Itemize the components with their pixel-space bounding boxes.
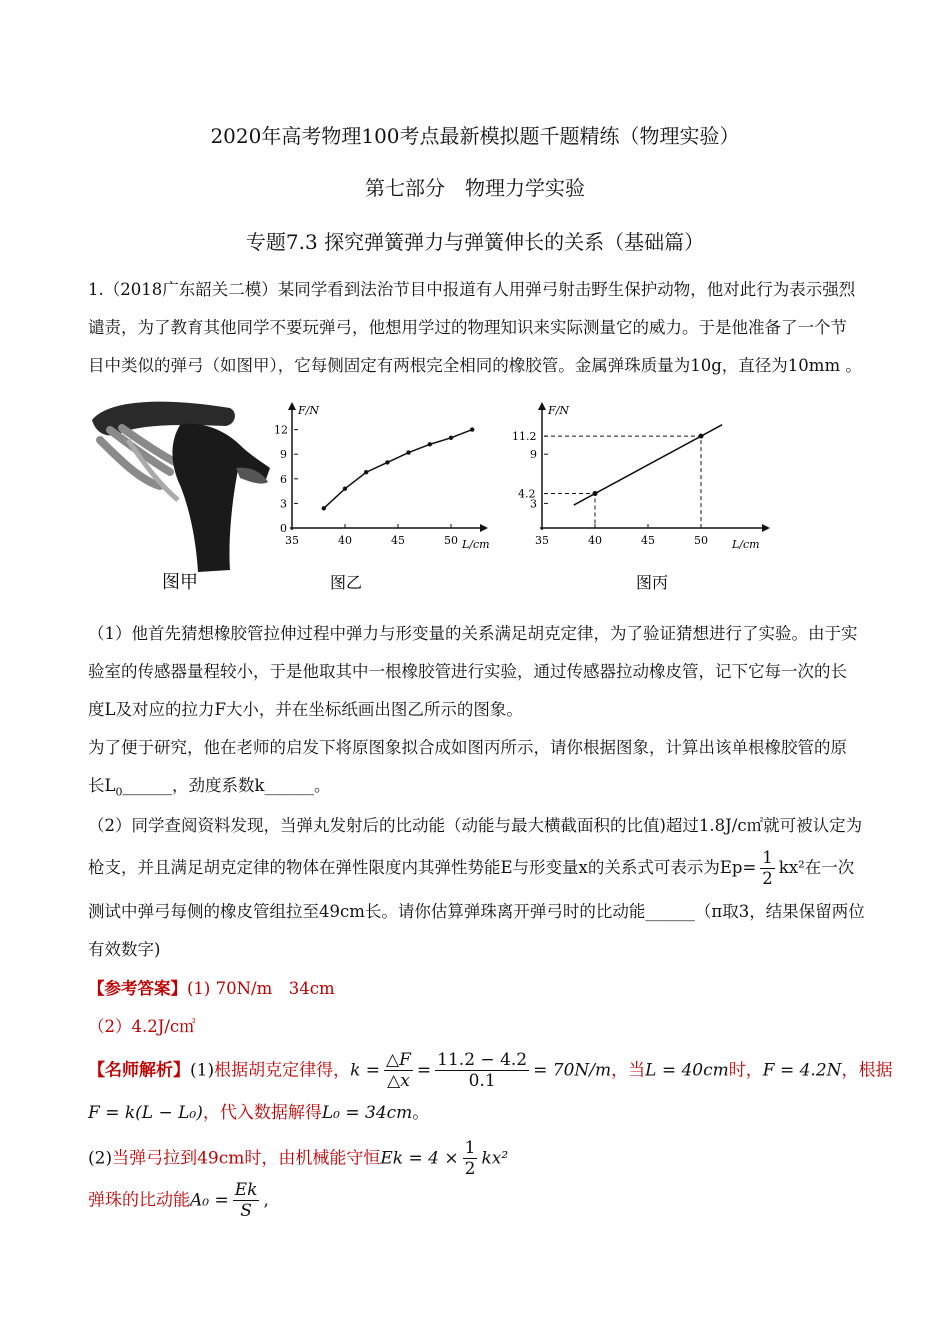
- analysis-hooke: 根据胡克定律得，: [214, 1060, 351, 1081]
- part-heading: 第七部分 物理力学实验: [365, 176, 585, 200]
- analysis-line-2: [88, 1098, 429, 1123]
- yi-y-tick-label: 3: [280, 497, 287, 511]
- ek-frac-den: 2: [464, 1159, 476, 1180]
- comma: ,: [263, 1190, 269, 1211]
- bing-marker-point: [699, 434, 704, 439]
- energy-conservation-text: 当弹弓拉到49cm时，由机械能守恒: [112, 1148, 381, 1169]
- specific-ke-text: 弹珠的比动能: [88, 1190, 190, 1211]
- answer-label: 【参考答案】: [88, 979, 187, 998]
- delta-f: △F: [386, 1050, 411, 1070]
- s-denominator: S: [240, 1201, 252, 1222]
- ek-half-fraction: [463, 1138, 478, 1180]
- analysis-part2-marker: (2): [88, 1148, 113, 1169]
- period: 。: [412, 1103, 430, 1123]
- analysis-label: 【名师解析】: [88, 1060, 190, 1081]
- half-fraction: [760, 848, 775, 889]
- intro-line-1: 1.（2018广东韶关二模）某同学看到法治节目中报道有人用弹弓射击野生保护动物，他对此行为表示强烈: [88, 280, 856, 299]
- fraction-numerator: 1: [762, 848, 773, 867]
- yi-data-point: [470, 427, 474, 431]
- part1-line-2: 验室的传感器量程较小，于是他取其中一根橡胶管进行实验，通过传感器拉动橡皮管，记下它每一次的长: [88, 662, 847, 681]
- bing-y-tick-label: 3: [530, 497, 537, 511]
- part1-line-5: [88, 772, 330, 798]
- k-result: = 70N/m: [533, 1060, 612, 1081]
- ek-formula: Ek = 4 ×: [380, 1148, 459, 1169]
- substitute-text: ，代入数据解得: [202, 1103, 322, 1123]
- fraction-denominator: 2: [762, 868, 773, 888]
- kx-squared: kx²: [481, 1148, 509, 1169]
- bing-x-tick-label: 35: [535, 534, 549, 547]
- yi-series-line: [324, 430, 472, 509]
- l0-result: L₀ = 34cm: [321, 1103, 413, 1123]
- topic-heading: 专题7.3 探究弹簧弹力与弹簧伸长的关系（基础篇）: [245, 230, 705, 254]
- bing-y-tick-label: 11.2: [512, 430, 537, 444]
- bing-y-tick-label: 9: [530, 448, 537, 462]
- yi-x-tick-label: 40: [338, 534, 352, 547]
- ek-frac-num: 1: [464, 1138, 476, 1158]
- yi-y-tick-label: 12: [274, 423, 288, 437]
- document-title: 2020年高考物理100考点最新模拟题千题精练（物理实验）: [210, 124, 740, 148]
- chart-yi: [274, 402, 490, 551]
- yi-data-point: [406, 450, 410, 454]
- ek-over-s: [233, 1180, 260, 1222]
- part2-line-1: （2）同学查阅资料发现，当弹丸发射后的比动能（动能与最大横截面积的比值)超过1.8J/c㎡就可被认定为: [88, 816, 863, 835]
- yi-data-point: [449, 436, 453, 440]
- bing-x-tick-label: 50: [694, 534, 708, 547]
- yi-data-point: [428, 442, 432, 446]
- a0-formula: A₀ =: [190, 1190, 229, 1211]
- delta-fraction: [384, 1050, 413, 1092]
- when-text: ，当: [611, 1060, 646, 1081]
- delta-x: △x: [387, 1071, 410, 1092]
- yi-data-point: [364, 470, 368, 474]
- part1-line-4: 为了便于研究，他在老师的启发下将原图象拟合成如图丙所示，请你根据图象，计算出该单根橡胶管的原: [88, 738, 847, 757]
- original-length-label: 长L: [88, 776, 116, 795]
- analysis-line-1: [88, 1050, 893, 1092]
- part2-line-2: [88, 848, 854, 889]
- yi-y-tick-label: 6: [280, 472, 287, 486]
- chart-bing: [512, 402, 770, 551]
- yi-x-tick-label: 45: [391, 534, 405, 547]
- bing-x-tick-label: 45: [641, 534, 655, 547]
- part2-line-2-text: 枪支，并且满足胡克定律的物体在弹性限度内其弹性势能E与形变量x的关系式可表示为Ep=: [88, 857, 757, 877]
- time-text: 时，: [728, 1060, 763, 1081]
- yi-caption: 图乙: [330, 573, 363, 592]
- yi-y-axis-label: F/N: [298, 404, 319, 417]
- bing-y-axis-label: F/N: [548, 404, 569, 417]
- part1-line-3: 度L及对应的拉力F大小，并在坐标纸画出图乙所示的图象。: [88, 700, 523, 719]
- blank-answers: ______，劲度系数k______。: [122, 776, 331, 795]
- part2-line-3: 测试中弹弓每侧的橡皮管组拉至49cm长。请你估算弹珠离开弹弓时的比动能______（π取3，结果保留两位: [88, 902, 865, 921]
- bing-x-tick-label: 40: [588, 534, 602, 547]
- l-value: L = 40cm: [645, 1060, 729, 1081]
- bing-x-axis-label: L/cm: [732, 538, 760, 551]
- jia-caption: 图甲: [162, 572, 198, 593]
- slingshot-image: [92, 402, 270, 572]
- bing-guide-line: [544, 436, 701, 528]
- intro-line-2: 谴责，为了教育其他同学不要玩弹弓，他想用学过的物理知识来实际测量它的威力。于是他准备了一个节: [88, 318, 847, 337]
- subscript-zero: 0: [115, 785, 123, 799]
- k-symbol: k =: [350, 1060, 381, 1081]
- yi-x-tick-label: 50: [444, 534, 458, 547]
- analysis-part1-marker: (1): [190, 1060, 215, 1081]
- bing-marker-point: [593, 491, 598, 496]
- yi-data-point: [322, 506, 326, 510]
- yi-data-point: [343, 486, 347, 490]
- f-value: F = 4.2N: [762, 1060, 842, 1081]
- bing-y-tick-label: 4.2: [518, 487, 536, 501]
- answer-line-1: [88, 975, 335, 999]
- yi-y-tick-label: 0: [280, 522, 287, 535]
- yi-data-point: [385, 460, 389, 464]
- intro-line-3: 目中类似的弹弓（如图甲），它每侧固定有两根完全相同的橡胶管。金属弹珠质量为10g，直径为10mm 。: [88, 356, 862, 375]
- bing-guide-line: [544, 494, 595, 528]
- according-text: ，根据: [841, 1060, 893, 1081]
- analysis-line-4: [88, 1180, 269, 1222]
- yi-x-tick-label: 35: [285, 534, 299, 547]
- yi-x-axis-label: L/cm: [462, 538, 490, 551]
- value-fraction: [435, 1050, 529, 1092]
- equals-sign: =: [416, 1060, 432, 1081]
- hooke-formula: F = k(L − L₀): [88, 1103, 203, 1123]
- bing-caption: 图丙: [636, 573, 669, 592]
- analysis-line-3: [88, 1138, 508, 1180]
- ek-numerator: Ek: [234, 1180, 258, 1200]
- value-denominator: 0.1: [468, 1071, 496, 1092]
- value-numerator: 11.2 − 4.2: [437, 1050, 528, 1070]
- answer-line-2: （2）4.2J/c㎡: [88, 1017, 196, 1036]
- answer-1: (1) 70N/m 34cm: [187, 979, 335, 998]
- part2-line-4: 有效数字): [88, 940, 161, 959]
- figures: [0, 390, 950, 605]
- part2-line-2-tail: kx²在一次: [778, 857, 855, 877]
- part1-line-1: （1）他首先猜想橡胶管拉伸过程中弹力与形变量的关系满足胡克定律，为了验证猜想进行了实验。由于实: [88, 624, 858, 643]
- yi-y-tick-label: 9: [280, 448, 287, 462]
